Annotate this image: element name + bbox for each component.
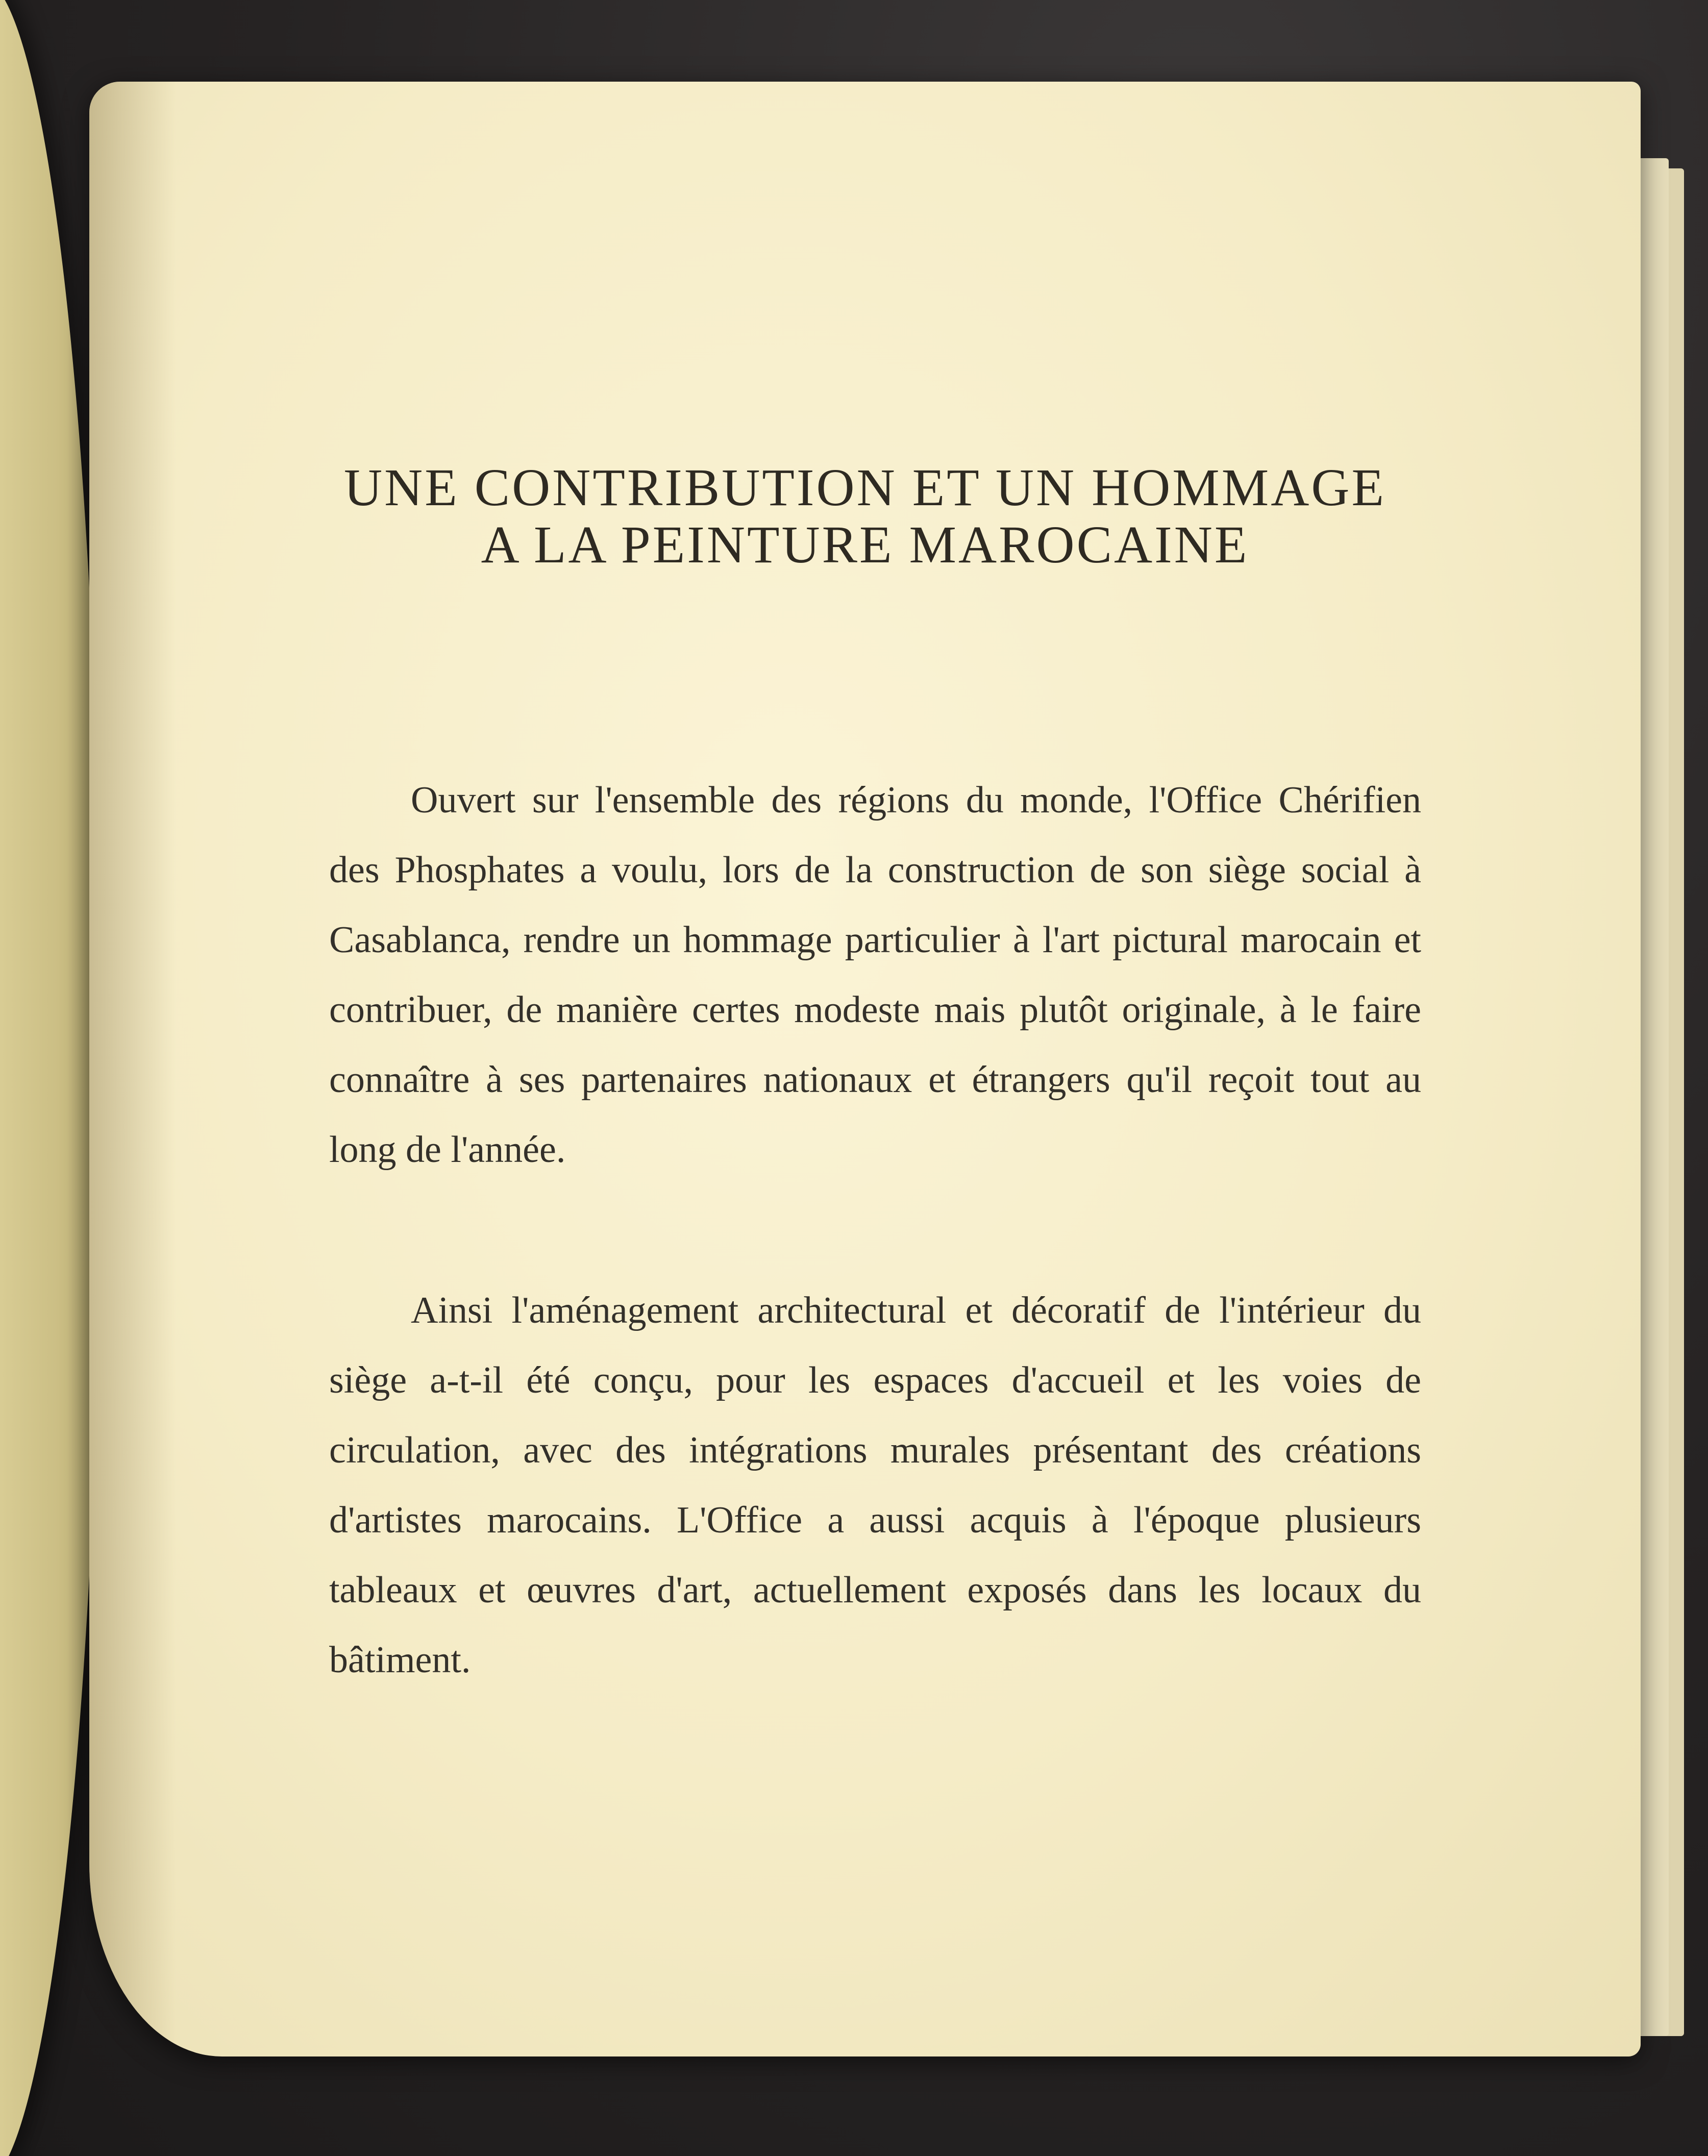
paragraph-2: Ainsi l'aménagement architectural et décoratif de l'intérieur du siège a-t-il été conçu, pour les espaces d'accueil et les voies de circulation, avec des intégrations murales présentant des créations d'artistes marocains. L'Office a aussi acquis à l'époque plusieurs tableaux et œuvres d'art, actuellement exposés dans les locaux du bâtiment. (329, 1290, 1421, 1681)
paragraph-1: Ouvert sur l'ensemble des régions du monde, l'Office Chérifien des Phosphates a voulu, lors de la construction de son siège social à Casablanca, rendre un hommage particulier à l'art pictural marocain et contribuer, de manière certes modeste mais plutôt originale, à le faire connaître à ses partenaires nationaux et étrangers qu'il reçoit tout au long de l'année. (329, 779, 1421, 1171)
page-title (89, 459, 1641, 574)
title-line-1: UNE CONTRIBUTION ET UN HOMMAGE (344, 458, 1386, 517)
title-line-2: A LA PEINTURE MAROCAINE (481, 515, 1249, 574)
binding-shadow (89, 82, 176, 2056)
book-page (89, 82, 1641, 2056)
